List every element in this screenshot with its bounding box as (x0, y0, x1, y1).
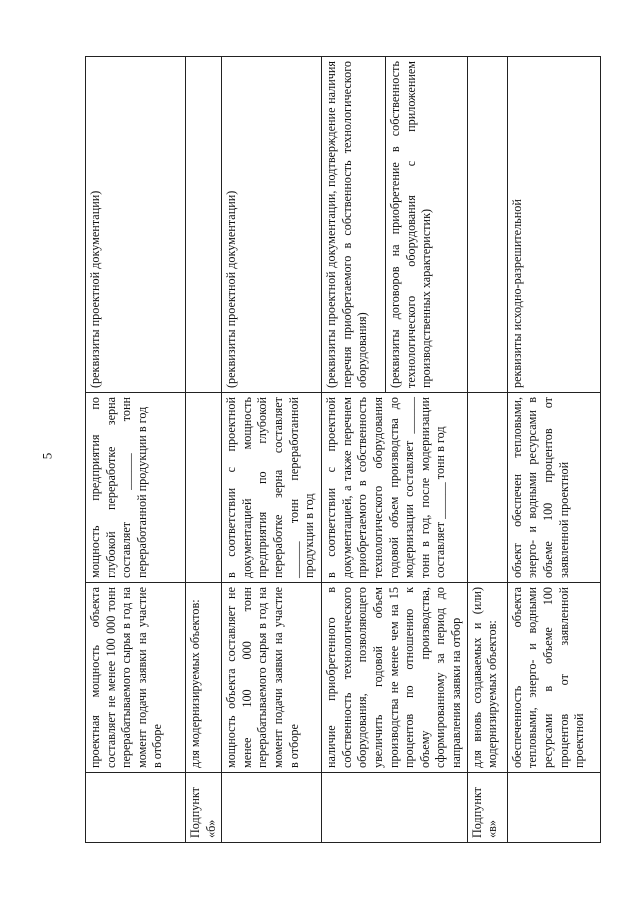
table-cell: проектная мощность объекта составляет не менее 100 000 тонн перерабатываемого сырья в год на момент подачи заявки на участие в отборе (86, 583, 186, 773)
table-cell: в соответствии с проектной документацией, а также перечнем приобретаемого в собственность технологического оборудования годовой объем производства до модернизации составляет ______ тонн в год, после модернизации составляет ______ тонн в год (322, 393, 467, 583)
table-row (86, 57, 186, 843)
table-cell (222, 773, 322, 843)
table-cell (322, 57, 467, 393)
table-cell (507, 773, 600, 843)
document-requisites-a: (реквизиты проектной документации, подтверждение наличия перечня приобретаемого в собственность технологического оборудования) (322, 57, 386, 392)
table-cell: реквизиты исходно-разрешительной (507, 57, 600, 393)
table-cell (467, 57, 507, 393)
table-cell: Подпункт «б» (186, 773, 222, 843)
rotated-page-content (85, 57, 601, 843)
table-row (467, 57, 507, 843)
table-cell: для модернизируемых объектов: (186, 583, 222, 773)
page-number: 5 (39, 452, 55, 460)
table-row (186, 57, 222, 843)
table-row (322, 57, 467, 843)
table-cell (186, 393, 222, 583)
table-cell: объект обеспечен тепловыми, энерго- и водными ресурсами в объеме 100 процентов от заявленной проектной (507, 393, 600, 583)
table-cell: мощность предприятия по глубокой переработке зерна составляет ______ тонн переработанной продукции в год (86, 393, 186, 583)
table-cell (86, 773, 186, 843)
table-cell: Подпункт «в» (467, 773, 507, 843)
table-cell: наличие приобретенного в собственность технологического оборудования, позволяющего увеличить годовой объем производства не менее чем на 15 процентов по отношению к объему производства, сформированному за период до направления заявки на отбор (322, 583, 467, 773)
table-cell: обеспеченность объекта тепловыми, энерго- и водными ресурсами в объеме 100 процентов от заявленной проектной (507, 583, 600, 773)
document-requisites-b: (реквизиты договоров на приобретение в собственность технологического оборудования с приложением производственных характеристик) (388, 61, 434, 388)
table-row (222, 57, 322, 843)
table-row (507, 57, 600, 843)
table-cell: в соответствии с проектной документацией мощность предприятия по глубокой переработке зерна составляет ______ тонн переработанной продукции в год (222, 393, 322, 583)
requirements-table (85, 56, 601, 843)
table-cell: для вновь создаваемых и (или) модернизируемых объектов: (467, 583, 507, 773)
table-cell: (реквизиты проектной документации) (222, 57, 322, 393)
table-cell: (реквизиты проектной документации) (86, 57, 186, 393)
table-cell (467, 393, 507, 583)
table-cell (322, 773, 467, 843)
table-cell: мощность объекта составляет не менее 100 000 тонн перерабатываемого сырья в год на момент подачи заявки на участие в отборе (222, 583, 322, 773)
table-cell (186, 57, 222, 393)
